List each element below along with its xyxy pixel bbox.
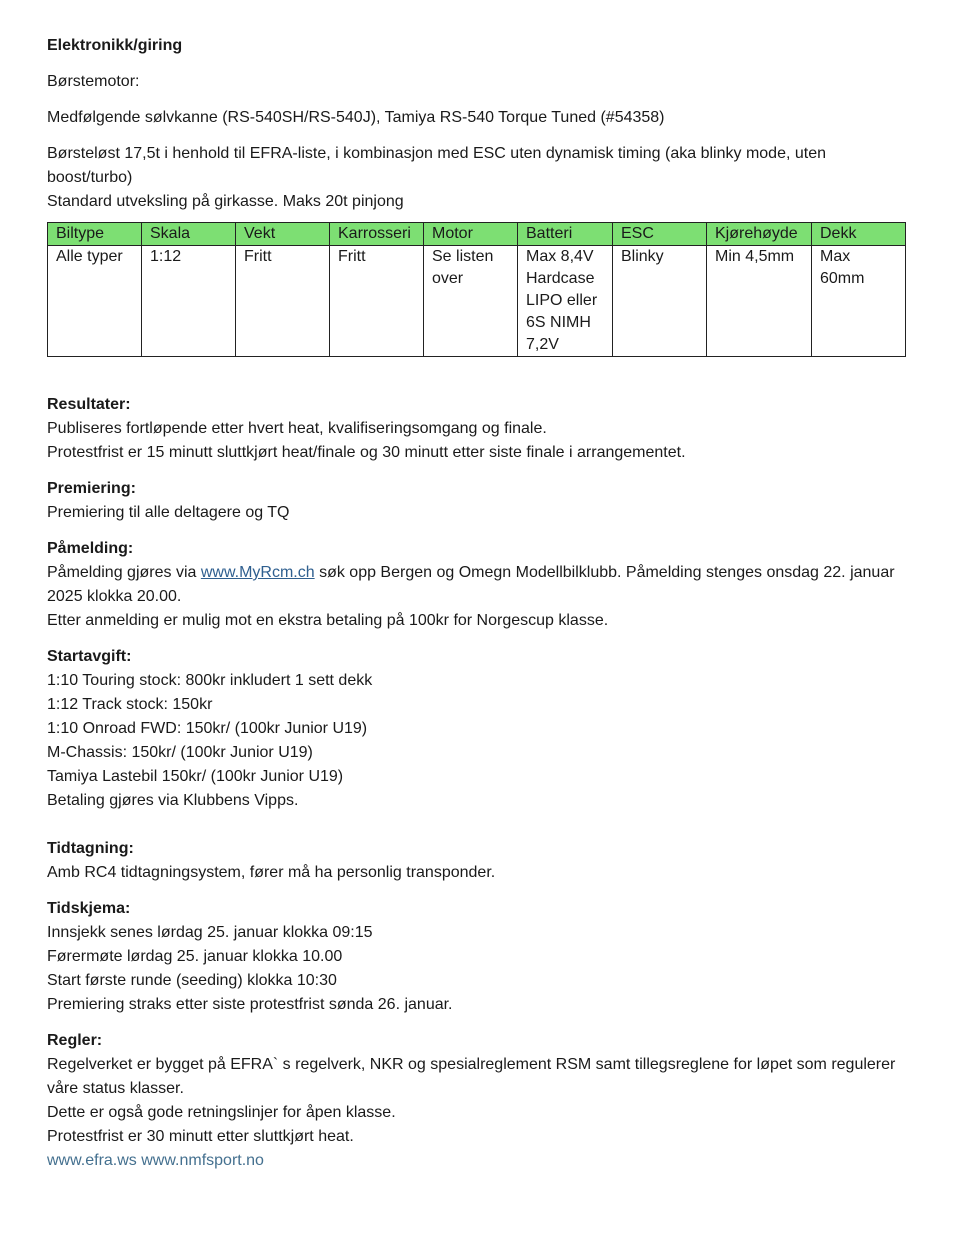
prizes-heading: Premiering:: [47, 480, 136, 497]
schedule-line: Førermøte lørdag 25. januar klokka 10.00: [47, 948, 343, 965]
registration-post-link: søk opp Bergen og Omegn Modellbilklubb. Påmelding stenges onsdag 22. januar 2025 klokka 20.00.: [47, 564, 895, 605]
results-line-2: Protestfrist er 15 minutt sluttkjørt heat/finale og 30 minutt etter siste finale i arrangementet.: [47, 444, 686, 461]
spec-table: [47, 222, 906, 357]
header-cell: Vekt: [236, 223, 330, 246]
gearing-text: Standard utveksling på girkasse. Maks 20t pinjong: [47, 193, 404, 210]
myrcm-link[interactable]: www.MyRcm.ch: [200, 564, 315, 581]
results-line-1: Publiseres fortløpende etter hvert heat, kvalifiseringsomgang og finale.: [47, 420, 547, 437]
brushless-text: Børsteløst 17,5t i henhold til EFRA-liste, i kombinasjon med ESC uten dynamisk timing (aka blinky mode, uten boost/turbo): [47, 145, 826, 186]
schedule-line: Premiering straks etter siste protestfrist sønda 26. januar.: [47, 996, 453, 1013]
registration-pre-link: Påmelding gjøres via: [47, 564, 201, 581]
table-cell: Fritt: [330, 246, 424, 357]
table-cell: Min 4,5mm: [707, 246, 812, 357]
header-cell: ESC: [613, 223, 707, 246]
table-row: [48, 246, 906, 357]
spec-table-header: [48, 223, 906, 246]
registration-heading: Påmelding:: [47, 540, 134, 557]
prizes-line-1: Premiering til alle deltagere og TQ: [47, 504, 290, 521]
brush-motor-text: Medfølgende sølvkanne (RS-540SH/RS-540J), Tamiya RS-540 Torque Tuned (#54358): [47, 109, 665, 126]
fee-line: 1:10 Touring stock: 800kr inkludert 1 sett dekk: [47, 672, 373, 689]
rules-line-1: Regelverket er bygget på EFRA` s regelverk, NKR og spesialreglement RSM samt tillegsreglene for løpet som regulerer våre status klasser.: [47, 1056, 896, 1097]
results-heading: Resultater:: [47, 396, 131, 413]
rules-line-3: Protestfrist er 30 minutt etter sluttkjørt heat.: [47, 1128, 354, 1145]
table-cell: Max 60mm: [812, 246, 906, 357]
header-cell: Motor: [424, 223, 518, 246]
fee-line: 1:12 Track stock: 150kr: [47, 696, 213, 713]
timing-line-1: Amb RC4 tidtagningsystem, fører må ha personlig transponder.: [47, 864, 496, 881]
table-cell: 1:12: [142, 246, 236, 357]
table-cell: Se listen over: [424, 246, 518, 357]
header-cell: Biltype: [48, 223, 142, 246]
schedule-line: Start første runde (seeding) klokka 10:30: [47, 972, 337, 989]
fee-line: M-Chassis: 150kr/ (100kr Junior U19): [47, 744, 313, 761]
header-cell: Batteri: [518, 223, 613, 246]
timing-heading: Tidtagning:: [47, 840, 134, 857]
registration-line-2: Etter anmelding er mulig mot en ekstra betaling på 100kr for Norgescup klasse.: [47, 612, 609, 629]
fee-line: 1:10 Onroad FWD: 150kr/ (100kr Junior U19): [47, 720, 368, 737]
table-cell: Alle typer: [48, 246, 142, 357]
document-page: [47, 34, 907, 1173]
table-cell: Fritt: [236, 246, 330, 357]
header-cell: Karrosseri: [330, 223, 424, 246]
rules-heading: Regler:: [47, 1032, 103, 1049]
header-cell: Kjørehøyde: [707, 223, 812, 246]
fee-line: Tamiya Lastebil 150kr/ (100kr Junior U19): [47, 768, 344, 785]
fees-heading: Startavgift:: [47, 648, 132, 665]
rules-links[interactable]: www.efra.ws www.nmfsport.no: [47, 1152, 264, 1169]
schedule-heading: Tidskjema:: [47, 900, 131, 917]
header-cell: Dekk: [812, 223, 906, 246]
electronics-heading: Elektronikk/giring: [47, 37, 183, 54]
rules-line-2: Dette er også gode retningslinjer for åpen klasse.: [47, 1104, 396, 1121]
table-cell: Blinky: [613, 246, 707, 357]
brush-motor-label: Børstemotor:: [47, 73, 140, 90]
fee-line: Betaling gjøres via Klubbens Vipps.: [47, 792, 299, 809]
registration-line-1: [47, 561, 907, 609]
header-cell: Skala: [142, 223, 236, 246]
schedule-line: Innsjekk senes lørdag 25. januar klokka 09:15: [47, 924, 373, 941]
table-cell: Max 8,4V Hardcase LIPO eller 6S NIMH 7,2V: [518, 246, 613, 357]
